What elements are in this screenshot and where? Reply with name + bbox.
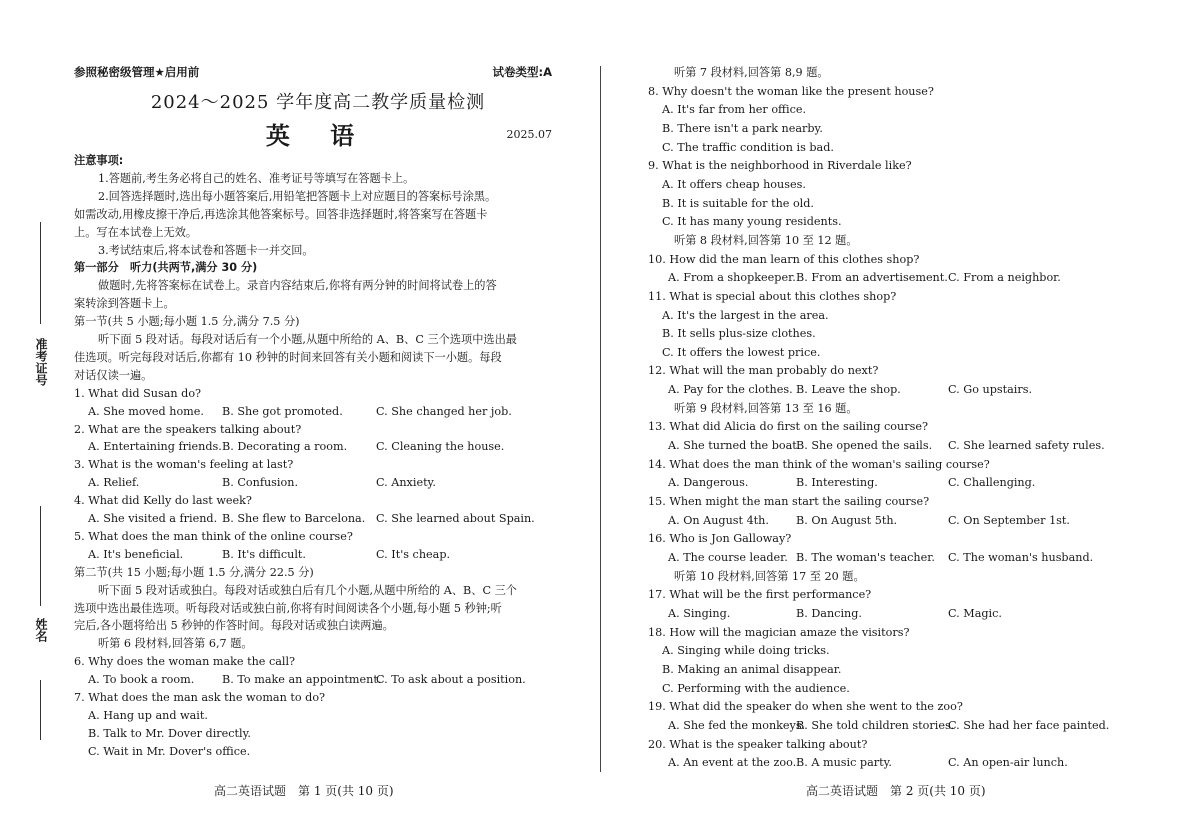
page-1-footer: 高二英语试题 第 1 页(共 10 页) [214,784,394,798]
options-row [648,269,1118,288]
part-1-instruction: 案转涂到答题卡上。 [74,297,175,311]
option: A. Singing while doing tricks. [662,644,830,658]
option-b: B. It's difficult. [222,547,306,561]
material-label: 听第 7 段材料,回答第 8,9 题。 [674,66,829,79]
section-1-title: 第一节(共 5 小题;每小题 1.5 分,满分 7.5 分) [74,315,300,329]
option-b: B. The woman's teacher. [796,550,935,564]
subject-row [74,114,562,148]
question: 14. What does the man think of the woman's sailing course? [648,457,990,471]
option-b: B. On August 5th. [796,513,898,527]
section-2-instruction: 选项中选出最佳选项。听每段对话或独白前,你将有时间阅读各个小题,每小题 5 秒钟;听 [74,601,502,615]
option: B. There isn't a park nearby. [662,121,823,135]
question-3: 3. What is the woman's feeling at last? [74,458,294,472]
paper-type: 试卷类型:A [492,65,552,79]
question: 12. What will the man probably do next? [648,364,879,378]
option-a: A. She moved home. [88,404,204,418]
option: C. Performing with the audience. [662,681,850,695]
exam-title: 2024～2025 学年度高二教学质量检测 [150,92,486,113]
exam-id-label: 准考证号 [34,338,48,386]
subject-title: 英 语 [265,122,371,150]
option: C. It offers the lowest price. [662,345,821,359]
option-c: C. She learned safety rules. [948,439,1105,453]
options-row [648,754,1118,773]
notice-line: 2.回答选择题时,选出每小题答案后,用铅笔把答题卡上对应题目的答案标号涂黑。 [98,189,497,203]
section-2-title: 第二节(共 15 小题;每小题 1.5 分,满分 22.5 分) [74,565,314,579]
question-6: 6. Why does the woman make the call? [74,655,296,669]
page-divider [600,66,601,772]
option-c: C. Cleaning the house. [376,440,505,454]
option-b: B. Confusion. [222,476,298,490]
option-c: C. Wait in Mr. Dover's office. [88,744,251,758]
option-a: A. Relief. [88,476,140,490]
option-a: A. To book a room. [88,673,195,687]
option-b: B. She got promoted. [222,404,343,418]
material-label: 听第 9 段材料,回答第 13 至 16 题。 [674,401,858,415]
material-label: 听第 8 段材料,回答第 10 至 12 题。 [674,233,858,247]
option-b: B. Interesting. [796,476,878,490]
option-b: B. Talk to Mr. Dover directly. [88,726,251,740]
option-a: A. Dangerous. [668,476,749,490]
option: A. It's the largest in the area. [662,308,829,322]
section-2-instruction: 听下面 5 段对话或独白。每段对话或独白后有几个小题,从题中所给的 A、B、C 三个 [98,583,517,597]
notice-line: 1.答题前,考生务必将自己的姓名、准考证号等填写在答题卡上。 [98,171,415,185]
options-row [648,437,1118,456]
option-c: C. She had her face painted. [948,718,1110,732]
option-a: A. From a shopkeeper. [668,271,796,285]
margin-line-bottom [40,680,41,740]
question: 20. What is the speaker talking about? [648,737,868,751]
option-a: A. Entertaining friends. [88,440,222,454]
option: B. It is suitable for the old. [662,196,814,210]
options-5 [74,546,562,564]
part-1-title: 第一部分 听力(共两节,满分 30 分) [74,261,258,275]
option-c: C. Go upstairs. [948,383,1032,397]
options-row [648,381,1118,400]
question-2: 2. What are the speakers talking about? [74,422,302,436]
option: B. Making an animal disappear. [662,662,842,676]
option-b: B. To make an appointment. [222,673,382,687]
option-a: A. An event at the zoo. [668,756,797,770]
options-row [648,474,1118,493]
margin-line-middle [40,506,41,606]
option-b: B. Leave the shop. [796,383,901,397]
options-6 [74,671,562,689]
question-5: 5. What does the man think of the online course? [74,529,353,543]
option-b: B. From an advertisement. [796,271,948,285]
question-7: 7. What does the man ask the woman to do? [74,691,326,705]
section-1-instruction: 对话仅读一遍。 [74,368,153,382]
option-b: B. She flew to Barcelona. [222,512,366,526]
option: B. It sells plus-size clothes. [662,327,816,341]
exam-date: 2025.07 [506,128,552,141]
option-a: A. Pay for the clothes. [668,383,793,397]
part-1-instruction: 做题时,先将答案标在试卷上。录音内容结束后,你将有两分钟的时间将试卷上的答 [98,279,497,293]
option: A. It's far from her office. [662,103,807,117]
question-4: 4. What did Kelly do last week? [74,494,252,508]
option-b: B. Decorating a room. [222,440,348,454]
section-2-instruction: 完后,各小题将给出 5 秒钟的作答时间。每段对话或独白读两遍。 [74,619,394,633]
question: 19. What did the speaker do when she went to the zoo? [648,700,963,714]
option-a: A. Hang up and wait. [88,709,208,722]
option-a: A. On August 4th. [668,513,769,527]
option-a: A. The course leader. [668,550,788,564]
page-1 [74,60,562,761]
option-a: A. She turned the boat. [668,439,801,453]
options-2 [74,438,562,456]
options-row [648,605,1118,624]
option-a: A. She visited a friend. [88,512,218,526]
section-1-instruction: 佳选项。听完每段对话后,你都有 10 秒钟的时间来回答有关小题和阅读下一小题。每段 [74,350,502,364]
option-c: C. To ask about a position. [376,673,526,687]
option-c: C. On September 1st. [948,513,1070,527]
option-c: C. She learned about Spain. [376,512,535,526]
option-b: B. She opened the sails. [796,439,933,453]
options-row [648,549,1118,568]
section-1-instruction: 听下面 5 段对话。每段对话后有一个小题,从题中所给的 A、B、C 三个选项中选出最 [98,333,517,347]
option-b: B. She told children stories. [796,718,955,732]
options-row [648,512,1118,531]
question: 18. How will the magician amaze the visitors? [648,625,910,639]
question: 8. Why doesn't the woman like the present house? [648,84,934,98]
option: C. The traffic condition is bad. [662,140,834,154]
question: 10. How did the man learn of this clothes shop? [648,252,920,266]
page-2-footer: 高二英语试题 第 2 页(共 10 页) [806,784,986,798]
option-c: C. An open-air lunch. [948,756,1068,770]
option-c: C. It's cheap. [376,547,451,561]
question: 11. What is special about this clothes shop? [648,289,897,303]
material-label: 听第 10 段材料,回答第 17 至 20 题。 [674,569,865,583]
option-b: B. Dancing. [796,606,862,620]
option-c: C. Challenging. [948,476,1036,490]
margin-line-top [40,222,41,324]
confidential-mark: 参照秘密级管理★启用前 [74,65,200,79]
name-label: 姓名 [34,618,48,642]
page-2 [648,64,1118,773]
option-b: B. A music party. [796,756,892,770]
option: C. It has many young residents. [662,215,842,229]
option-c: C. She changed her job. [376,404,512,418]
options-1 [74,403,562,421]
option-a: A. Singing. [668,606,731,620]
question: 17. What will be the first performance? [648,588,872,602]
option-a: A. It's beneficial. [88,547,184,561]
question: 16. Who is Jon Galloway? [648,532,792,546]
option-c: C. Anxiety. [376,476,436,490]
notice-title: 注意事项: [74,154,124,167]
options-3 [74,474,562,492]
question: 13. What did Alicia do first on the sailing course? [648,420,928,434]
notice-line: 如需改动,用橡皮擦干净后,再选涂其他答案标号。回答非选择题时,将答案写在答题卡 [74,207,488,221]
notice-line: 3.考试结束后,将本试卷和答题卡一并交回。 [98,243,314,257]
question-1: 1. What did Susan do? [74,386,202,400]
option-c: C. The woman's husband. [948,550,1094,564]
options-4 [74,510,562,528]
question: 15. When might the man start the sailing course? [648,495,930,509]
options-row [648,717,1118,736]
notice-line: 上。写在本试卷上无效。 [74,225,198,239]
option-a: A. She fed the monkeys. [668,718,806,732]
option-c: C. From a neighbor. [948,271,1061,285]
option: A. It offers cheap houses. [662,177,806,191]
question: 9. What is the neighborhood in Riverdale like? [648,159,912,173]
material-6-label: 听第 6 段材料,回答第 6,7 题。 [98,637,253,651]
option-c: C. Magic. [948,606,1002,620]
page-1-header [74,60,562,86]
